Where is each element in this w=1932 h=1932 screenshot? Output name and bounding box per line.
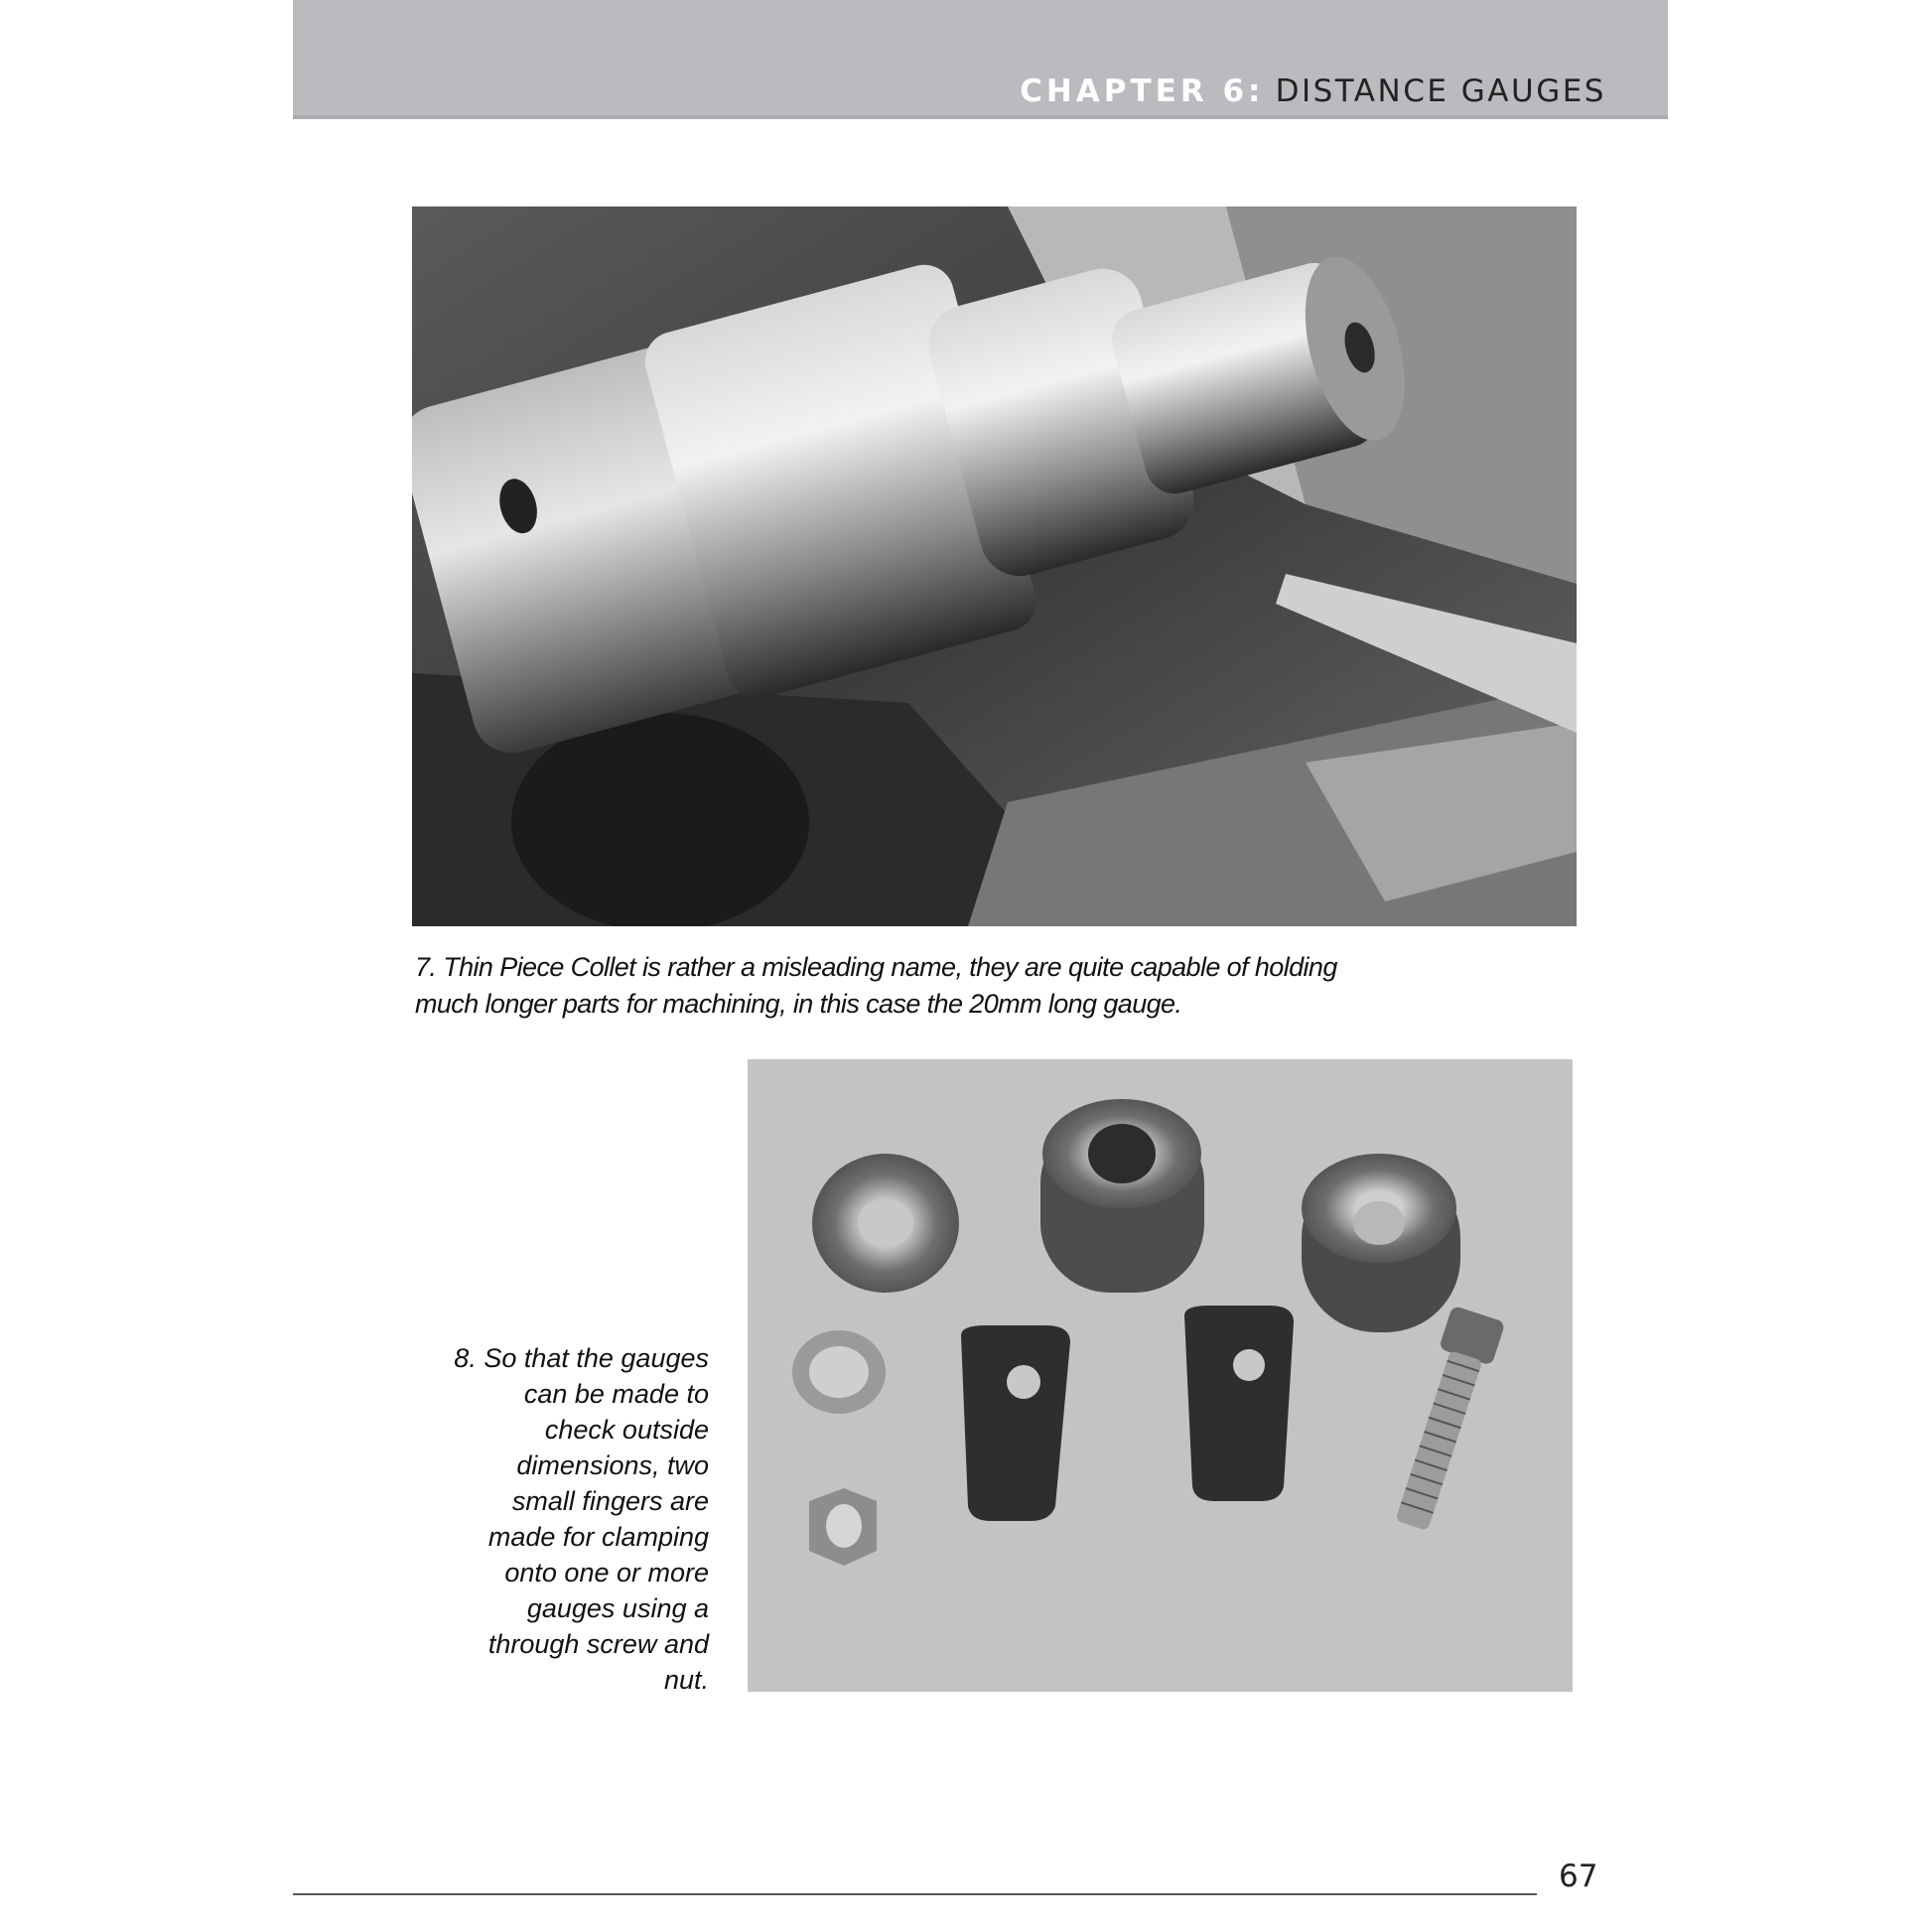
chapter-label: CHAPTER 6: xyxy=(1020,73,1265,109)
chapter-title: DISTANCE GAUGES xyxy=(1275,73,1606,109)
chapter-heading xyxy=(1020,75,1606,107)
figure-7-photo xyxy=(412,207,1577,926)
caption-line: made for clamping xyxy=(487,1522,709,1552)
page-number: 67 xyxy=(1559,1859,1598,1894)
caption-line: check outside xyxy=(544,1415,709,1445)
caption-line: can be made to xyxy=(523,1379,709,1409)
chapter-header-bar xyxy=(293,0,1668,119)
footer-rule xyxy=(293,1893,1537,1895)
figure-8-caption xyxy=(397,1340,709,1698)
figure-8-photo xyxy=(748,1059,1573,1692)
gauge-parts-image xyxy=(748,1059,1573,1692)
figure-7-caption xyxy=(415,949,1557,1023)
caption-line: small fingers are xyxy=(511,1486,709,1516)
caption-line: onto one or more xyxy=(504,1558,709,1587)
caption-line: 7. Thin Piece Collet is rather a misleading name, they are quite capable of holding xyxy=(415,952,1337,982)
collet-drilling-image xyxy=(412,207,1577,926)
caption-line: through screw and xyxy=(487,1629,709,1659)
caption-line: nut. xyxy=(663,1665,709,1695)
caption-line: dimensions, two xyxy=(516,1450,709,1480)
caption-line: 8. So that the gauges xyxy=(454,1343,709,1373)
caption-line: gauges using a xyxy=(526,1593,709,1623)
caption-line: much longer parts for machining, in this case the 20mm long gauge. xyxy=(415,989,1182,1019)
